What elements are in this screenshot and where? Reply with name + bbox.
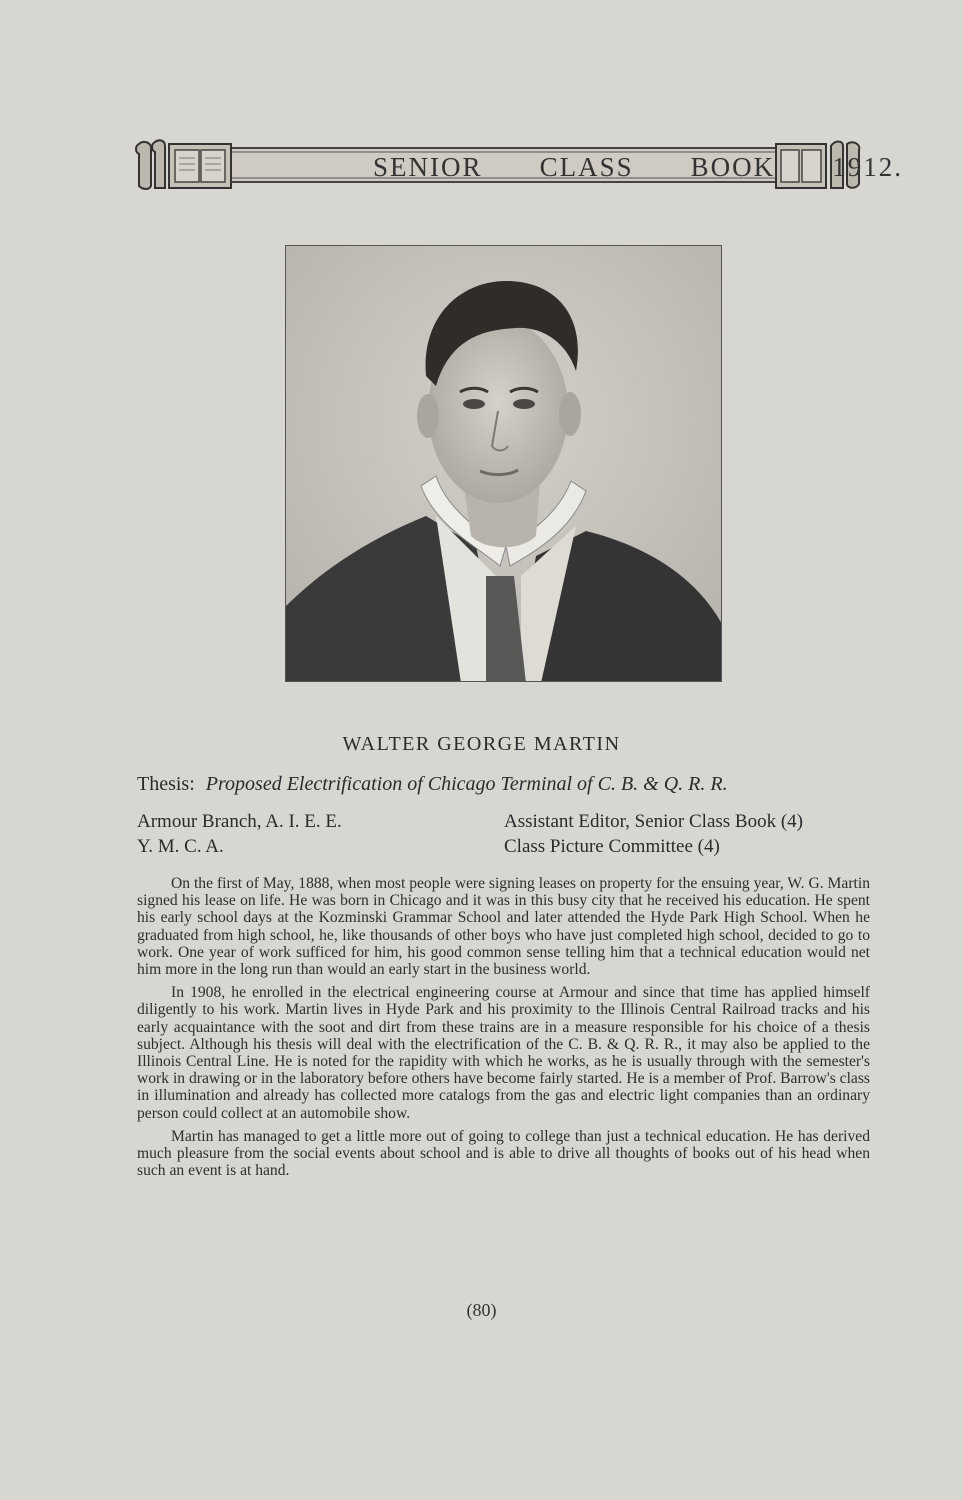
biography-paragraph: In 1908, he enrolled in the electrical engineering course at Armour and since that time has applied himself diligently to his work. Martin lives in Hyde Park and his proximity to the Illinois Central Railroad tracks and his early acquaintance with the soot and dirt from these trains are in a measure responsible for his choice of a thesis subject. Although his thesis will deal with the electrification of the C. B. & Q. R. R., it may also be applied to the Illinois Central Line. He is noted for the rapidity with which he works, as he is usually through with the semester's work in drawing or in the laboratory before others have become fairly started. He is a member of Prof. Barrow's class in illumination and already has collected more catalogs from the gas and electric light companies than an ordinary person could collect at an automobile show. [137,984,870,1122]
book-scroll-icon [136,140,231,189]
biography-paragraph: Martin has managed to get a little more out of going to college than just a technical education. He has derived much pleasure from the social events about school and is able to drive all thoughts of books out of his head when such an event is at hand. [137,1127,870,1180]
activities-left [137,809,342,859]
banner-word-book: BOOK [690,151,776,182]
banner-word-senior: SENIOR [373,151,483,182]
header-banner [135,138,903,192]
portrait-illustration [286,246,722,682]
banner-title [373,150,903,184]
thesis-title: Proposed Electrification of Chicago Terminal of C. B. & Q. R. R. [205,773,728,795]
activity-item: Y. M. C. A. [137,836,224,857]
activity-item: Assistant Editor, Senior Class Book (4) [504,811,804,832]
activities-right [504,809,803,859]
biography [137,875,870,1185]
thesis-line [137,773,728,796]
thesis-label: Thesis: [137,773,195,795]
activity-item: Class Picture Committee (4) [504,836,720,857]
banner-word-class: CLASS [539,151,634,182]
banner-word-year: 1912. [832,151,903,182]
portrait-photo [285,245,722,682]
biography-paragraph: On the first of May, 1888, when most people were signing leases on property for the ensuing year, W. G. Martin signed his lease on life. He was born in Chicago and it was in this busy city that he received his education. He spent his early school days at the Kozminski Grammar School and later attended the Hyde Park High School. When he graduated from high school, he, like thousands of other boys who have just completed high school, decided to go to work. One year of work sufficed for him, his good common sense telling him that a technical education would net him more in the long run than would an early start in the business world. [137,875,870,979]
student-name: WALTER GEORGE MARTIN [342,733,621,755]
page-number: (80) [466,1300,497,1320]
activity-item: Armour Branch, A. I. E. E. [137,811,342,832]
